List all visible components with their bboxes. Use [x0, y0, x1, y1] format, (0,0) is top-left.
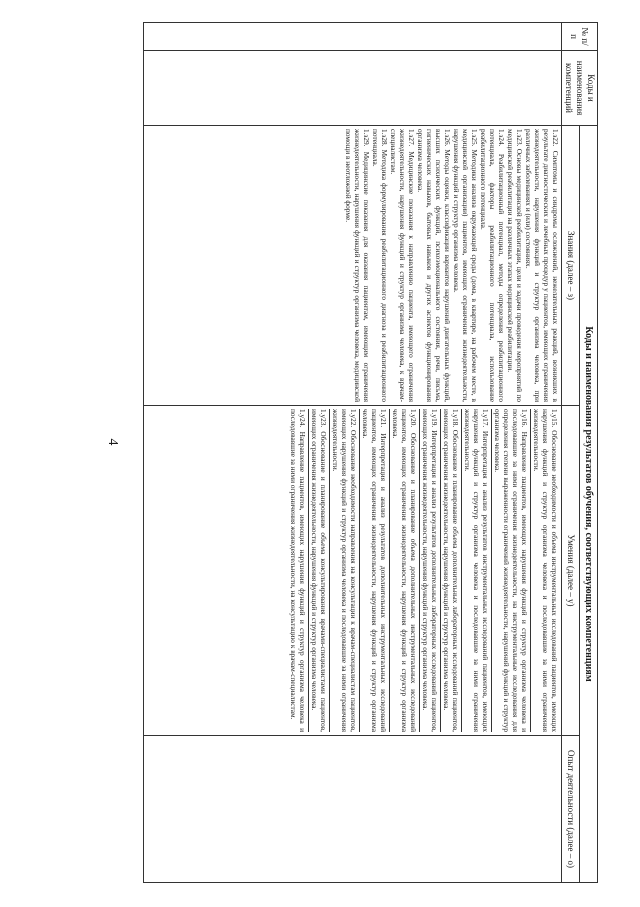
- header-codes: Коды и наименования компетенций: [562, 51, 598, 126]
- table-row: [144, 23, 562, 883]
- skill-item: 1.у15. Обоснование необходимости и объема инструментальных исследований пациентов, имеющих нарушения функций и структур организма человека и последовавшие за ними ограничения жизнедеятельности.: [532, 409, 559, 732]
- header-num: № п/п: [562, 23, 598, 51]
- cell-codes: [144, 51, 562, 126]
- skill-item: 1.у17. Интерпретация и анализ результатов инструментальных исследований пациентов, имеющих нарушения функций и структур организма человека и последовавшие за ними ограничения жизнедеятельности.: [463, 409, 490, 732]
- header-skills: Умения (далее – у): [562, 406, 580, 736]
- skill-item: 1.у18. Обоснование и планирование объема дополнительных лабораторных исследований пациентов, имеющих ограничения жизнедеятельности, нарушения функций и структур организма человека.: [442, 409, 460, 732]
- competency-table: [143, 22, 598, 883]
- skill-item: 1.у19. Интерпретация и анализ результатов дополнительных лабораторных исследований пациентов, имеющих ограничения жизнедеятельности, нарушения функций и структур организма человека.: [421, 409, 439, 732]
- header-group: Коды и наименования результатов обучения, соответствующих компетенциям: [580, 126, 598, 883]
- knowledge-item: 1.з22. Симптомы и синдромы осложнений, нежелательных реакций, возникших в результате диагностических и лечебных процедур у пациентов, имеющих ограничения жизнедеятельности, нарушения функций и структур организма человека, при различных заболеваниях и (или) состояниях.: [524, 129, 560, 402]
- knowledge-item: 1.з25. Методики анализа окружающей среды (дома, в квартире, на рабочем месте, в медицинской организации) пациентов, имеющих ограничения жизнедеятельности, нарушения функций и структур организма человека.: [452, 129, 479, 402]
- cell-skills: [144, 406, 562, 736]
- skill-item: 1.у16. Направление пациентов, имеющих нарушения функций и структур организма человека и последовавшие за ними ограничения жизнедеятельности, на инструментальные исследования для определения степени выраженности ограничений жизнедеятельности, нарушений функций и структур организма человека.: [493, 409, 529, 732]
- knowledge-item: 1.з24. Реабилитационный потенциал, методы определения реабилитационного потенциала, факторы реабилитационного потенциала, использование реабилитационного потенциала.: [479, 129, 506, 402]
- cell-num: [144, 23, 562, 51]
- skill-item: 1.у20. Обоснование и планирование объема дополнительных инструментальных исследований пациентов, имеющих ограничения жизнедеятельности, нарушения функций и структур организма человека.: [391, 409, 418, 732]
- rotated-table-container: [108, 22, 598, 882]
- knowledge-item: 1.з23. Основы медицинской реабилитации, цели и задачи проведения мероприятий по медицинской реабилитации на различных этапах медицинской реабилитации.: [506, 129, 524, 402]
- skill-item: 1.у21. Интерпретация и анализ результатов дополнительных инструментальных исследований пациентов, имеющих ограничения жизнедеятельности, нарушения функций и структур организма человека.: [361, 409, 388, 732]
- header-knowledge: Знания (далее – з): [562, 126, 580, 406]
- knowledge-item: 1.з29. Медицинские показания для оказания пациентам, имеющим ограничения жизнедеятельности, нарушения функций и структур организма человека, медицинской помощи в неотложной форме.: [344, 129, 371, 402]
- page-number: 4: [105, 438, 120, 446]
- header-experience: Опыт деятельности (далее – о): [562, 736, 580, 883]
- skill-item: 1.у23. Обоснование и планирование объема консультирования врачами-специалистами пациентов, имеющих ограничения жизнедеятельности, нарушения функций и структур организма человека.: [310, 409, 328, 732]
- skill-item: 1.у24. Направление пациентов, имеющих нарушения функций и структур организма человека и последовавшие за ними ограничения жизнедеятельности, на консультацию к врачам-специалистам.: [289, 409, 307, 732]
- knowledge-item: 1.з27. Медицинские показания к направлению пациента, имеющего ограничения жизнедеятельности, нарушения функций и структур организма человека, к врачам-специалистам.: [389, 129, 416, 402]
- cell-experience: [144, 736, 562, 883]
- knowledge-item: 1.з28. Методика формулирования реабилитационного диагноза и реабилитационного потенциала.: [371, 129, 389, 402]
- cell-knowledge: [144, 126, 562, 406]
- skill-item: 1.у22. Обоснование необходимости направления на консультации к врачам-специалистам пациентов, имеющих нарушения функций и структур организма человека и последовавшие за ними ограничения жизнедеятельности.: [331, 409, 358, 732]
- knowledge-item: 1.з26. Методы оценки, классификации вариантов нарушений двигательных функций, высших психических функций, психоэмоционального состояния, речи, письма, гигиенических навыков, бытовых навыков и других аспектов функционирования организма человека.: [416, 129, 452, 402]
